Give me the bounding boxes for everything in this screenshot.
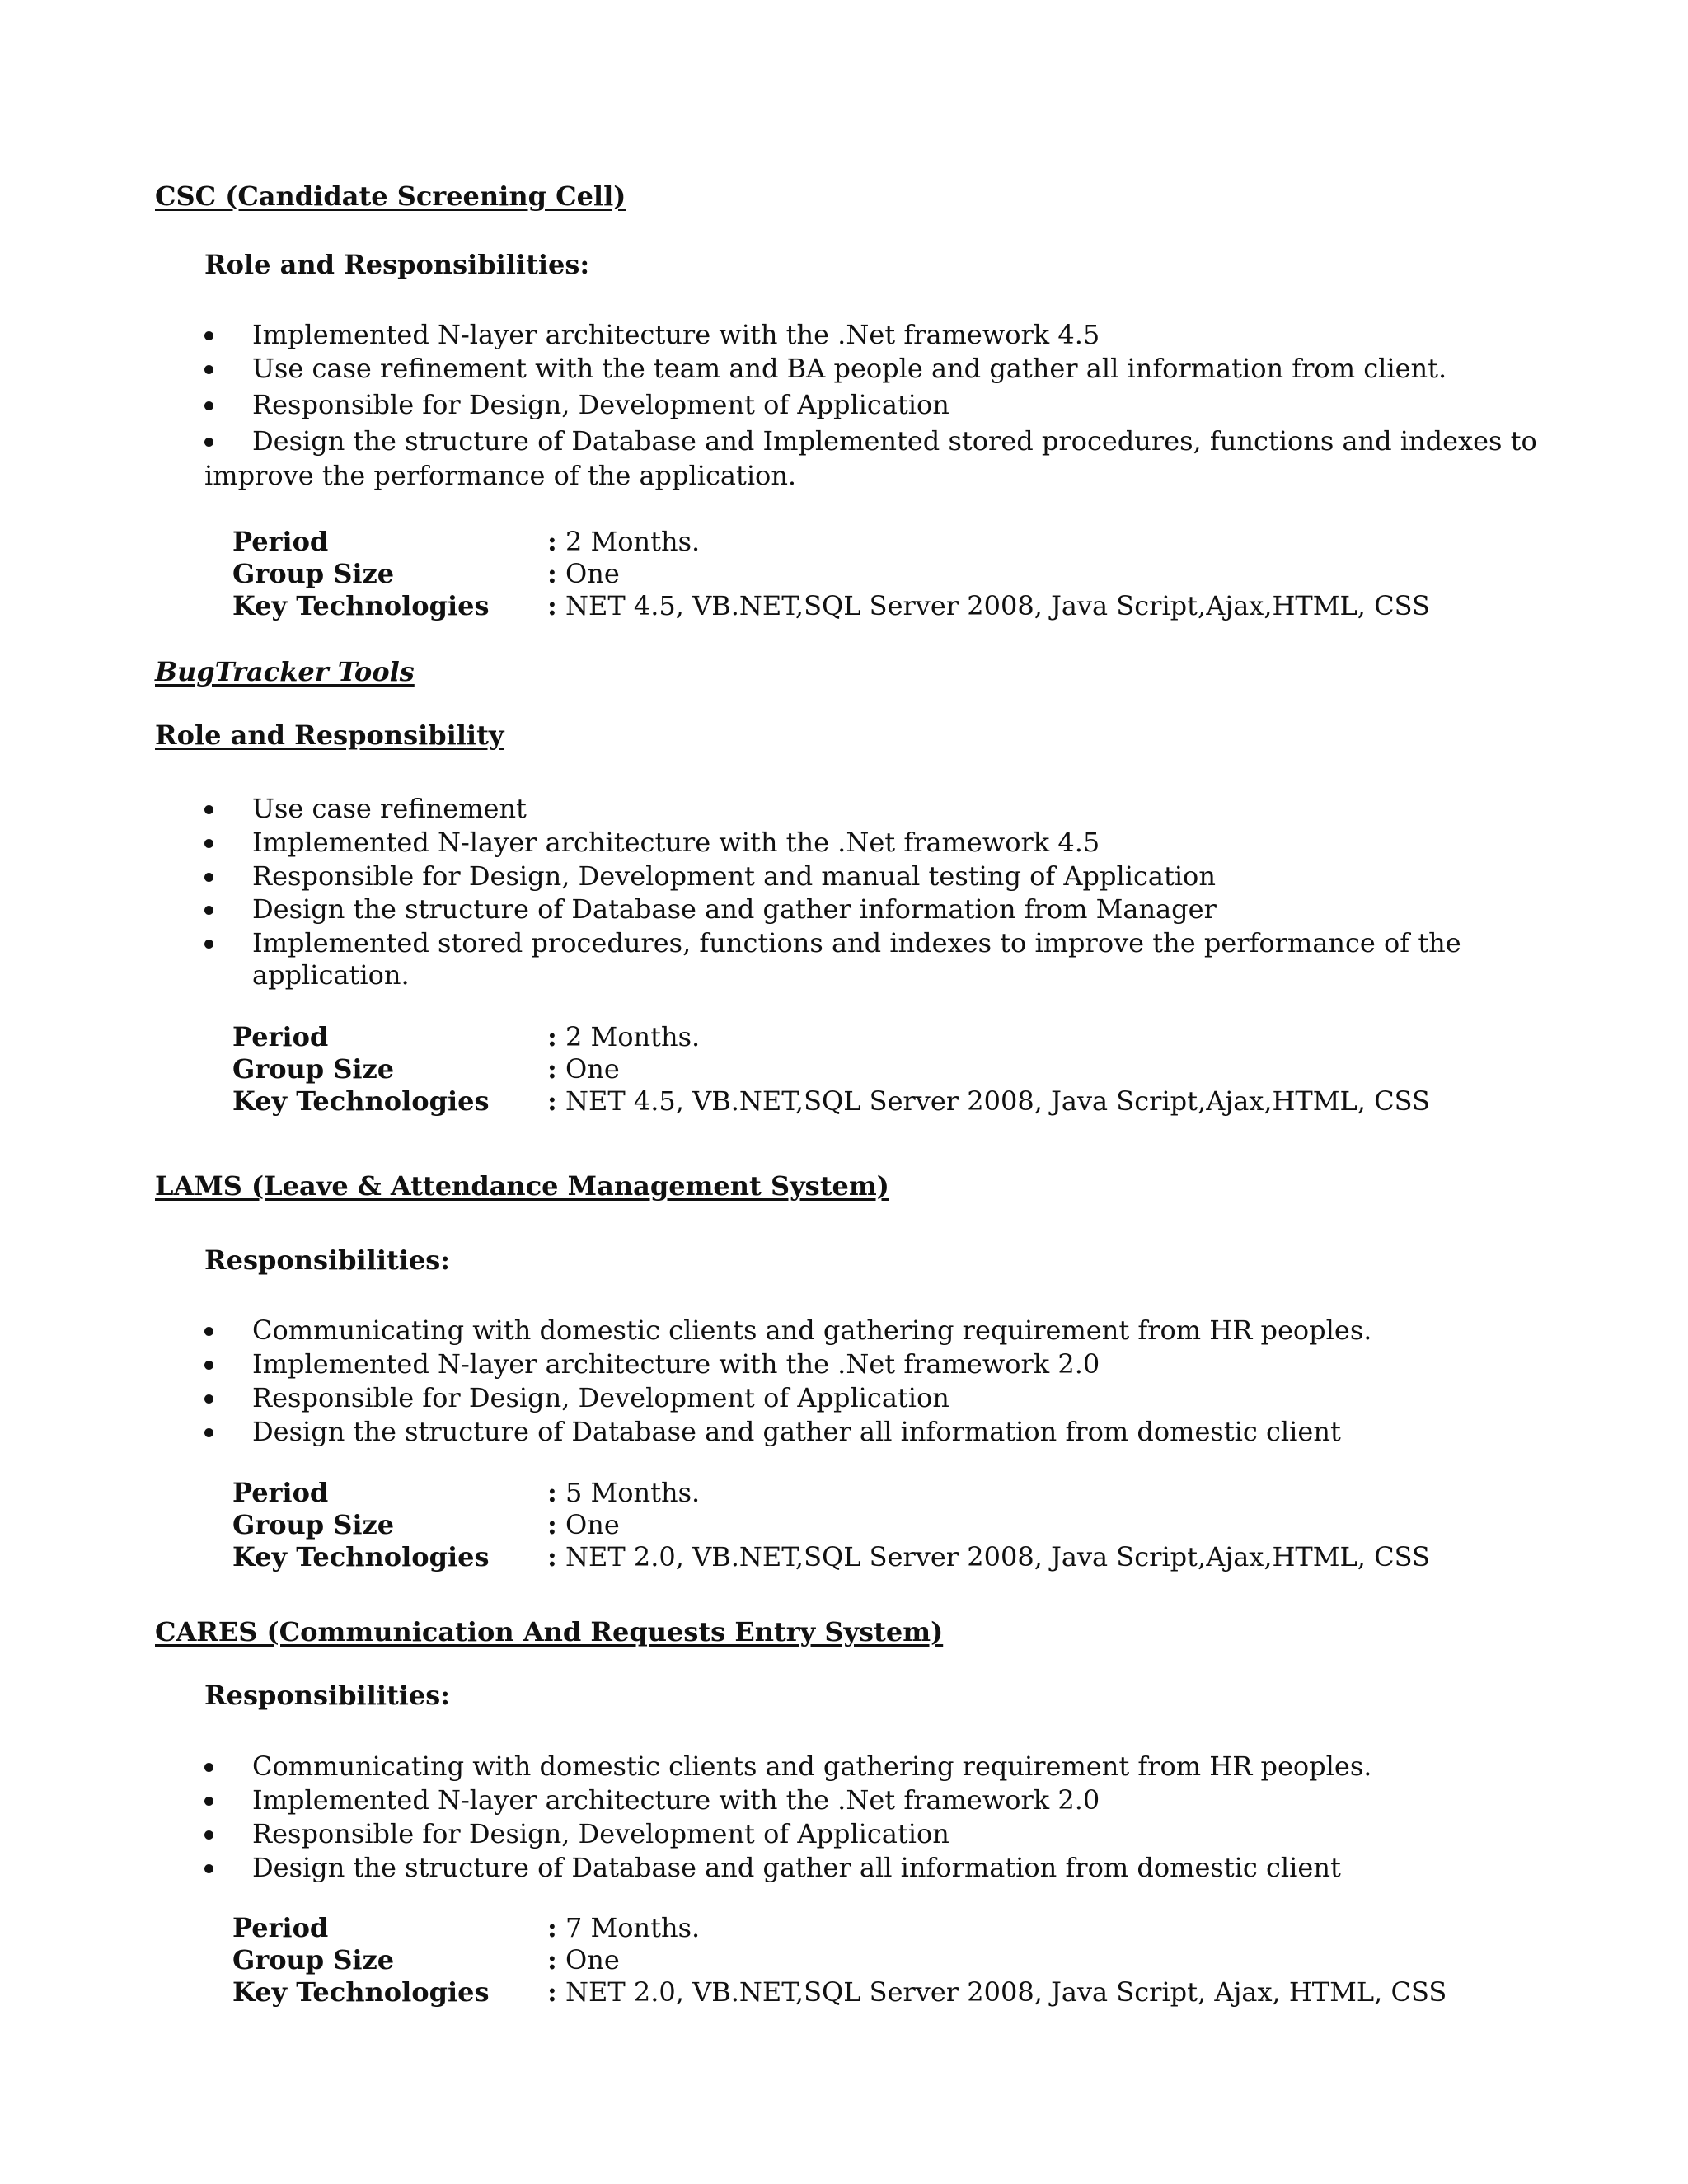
bullet-dot bbox=[204, 873, 213, 882]
section-subtitle-csc: Role and Responsibilities: bbox=[204, 249, 590, 280]
group-size-label: Group Size bbox=[232, 558, 395, 589]
section-subtitle-cares: Responsibilities: bbox=[204, 1680, 451, 1711]
list-item: Implemented stored procedures, functions and indexes to improve the performance of the bbox=[252, 927, 1461, 958]
bullet-dot bbox=[204, 1361, 213, 1370]
section-title-cares: CARES (Communication And Requests Entry System) bbox=[155, 1616, 944, 1647]
section-title-lams: LAMS (Leave & Attendance Management System) bbox=[155, 1170, 889, 1202]
section-title-csc: CSC (Candidate Screening Cell) bbox=[155, 180, 626, 212]
group-size-label: Group Size bbox=[232, 1509, 395, 1540]
key-technologies-label: Key Technologies bbox=[232, 1085, 490, 1117]
bullet-dot bbox=[204, 438, 213, 447]
bullet-dot bbox=[204, 1763, 213, 1772]
bullet-dot bbox=[204, 365, 213, 374]
list-item: Implemented N-layer architecture with the .Net framework 4.5 bbox=[252, 319, 1100, 350]
bullet-dot bbox=[204, 1394, 213, 1404]
key-technologies-label: Key Technologies bbox=[232, 590, 490, 621]
key-technologies-value: : NET 4.5, VB.NET,SQL Server 2008, Java Script,Ajax,HTML, CSS bbox=[547, 1085, 1430, 1117]
period-label: Period bbox=[232, 526, 329, 557]
section-subtitle-lams: Responsibilities: bbox=[204, 1244, 451, 1276]
bullet-dot bbox=[204, 1830, 213, 1840]
list-item: Design the structure of Database and gather information from Manager bbox=[252, 893, 1217, 925]
list-item: Responsible for Design, Development of Application bbox=[252, 389, 950, 420]
period-label: Period bbox=[232, 1021, 329, 1052]
list-item: Communicating with domestic clients and gathering requirement from HR peoples. bbox=[252, 1315, 1372, 1346]
key-technologies-label: Key Technologies bbox=[232, 1976, 490, 2008]
bullet-dot bbox=[204, 906, 213, 915]
list-item: Implemented N-layer architecture with the .Net framework 2.0 bbox=[252, 1784, 1100, 1816]
list-item: Communicating with domestic clients and gathering requirement from HR peoples. bbox=[252, 1750, 1372, 1782]
period-label: Period bbox=[232, 1477, 329, 1508]
list-item: Responsible for Design, Development of Application bbox=[252, 1382, 950, 1413]
group-size-value: : One bbox=[547, 1944, 620, 1975]
group-size-label: Group Size bbox=[232, 1053, 395, 1085]
key-technologies-label: Key Technologies bbox=[232, 1541, 490, 1572]
list-item: Responsible for Design, Development of Application bbox=[252, 1818, 950, 1849]
group-size-label: Group Size bbox=[232, 1944, 395, 1975]
bullet-dot bbox=[204, 1797, 213, 1806]
section-title-bugtracker: BugTracker Tools bbox=[155, 656, 415, 687]
list-item: Implemented N-layer architecture with the .Net framework 4.5 bbox=[252, 827, 1100, 858]
period-label: Period bbox=[232, 1912, 329, 1943]
bullet-dot bbox=[204, 1327, 213, 1336]
list-item: Use case refinement with the team and BA people and gather all information from client. bbox=[252, 353, 1447, 384]
section-subtitle-bugtracker: Role and Responsibility bbox=[155, 719, 504, 751]
period-value: : 2 Months. bbox=[547, 526, 701, 557]
bullet-dot bbox=[204, 401, 213, 410]
period-value: : 5 Months. bbox=[547, 1477, 701, 1508]
list-item: Design the structure of Database and gather all information from domestic client bbox=[252, 1416, 1341, 1447]
key-technologies-value: : NET 4.5, VB.NET,SQL Server 2008, Java Script,Ajax,HTML, CSS bbox=[547, 590, 1430, 621]
group-size-value: : One bbox=[547, 558, 620, 589]
list-item: Implemented N-layer architecture with the .Net framework 2.0 bbox=[252, 1348, 1100, 1380]
bullet-dot bbox=[204, 1428, 213, 1437]
list-item: Design the structure of Database and gather all information from domestic client bbox=[252, 1852, 1341, 1883]
list-item-continuation: improve the performance of the application. bbox=[204, 460, 797, 491]
group-size-value: : One bbox=[547, 1053, 620, 1085]
list-item: Responsible for Design, Development and manual testing of Application bbox=[252, 860, 1216, 892]
list-item: Use case refinement bbox=[252, 793, 527, 824]
bullet-dot bbox=[204, 940, 213, 949]
bullet-dot bbox=[204, 805, 213, 814]
group-size-value: : One bbox=[547, 1509, 620, 1540]
bullet-dot bbox=[204, 1864, 213, 1873]
bullet-dot bbox=[204, 839, 213, 848]
list-item-continuation: application. bbox=[252, 959, 410, 991]
bullet-dot bbox=[204, 331, 213, 340]
key-technologies-value: : NET 2.0, VB.NET,SQL Server 2008, Java Script,Ajax,HTML, CSS bbox=[547, 1541, 1430, 1572]
list-item: Design the structure of Database and Implemented stored procedures, functions and indexes to bbox=[252, 425, 1537, 457]
key-technologies-value: : NET 2.0, VB.NET,SQL Server 2008, Java Script, Ajax, HTML, CSS bbox=[547, 1976, 1447, 2008]
period-value: : 2 Months. bbox=[547, 1021, 701, 1052]
period-value: : 7 Months. bbox=[547, 1912, 701, 1943]
